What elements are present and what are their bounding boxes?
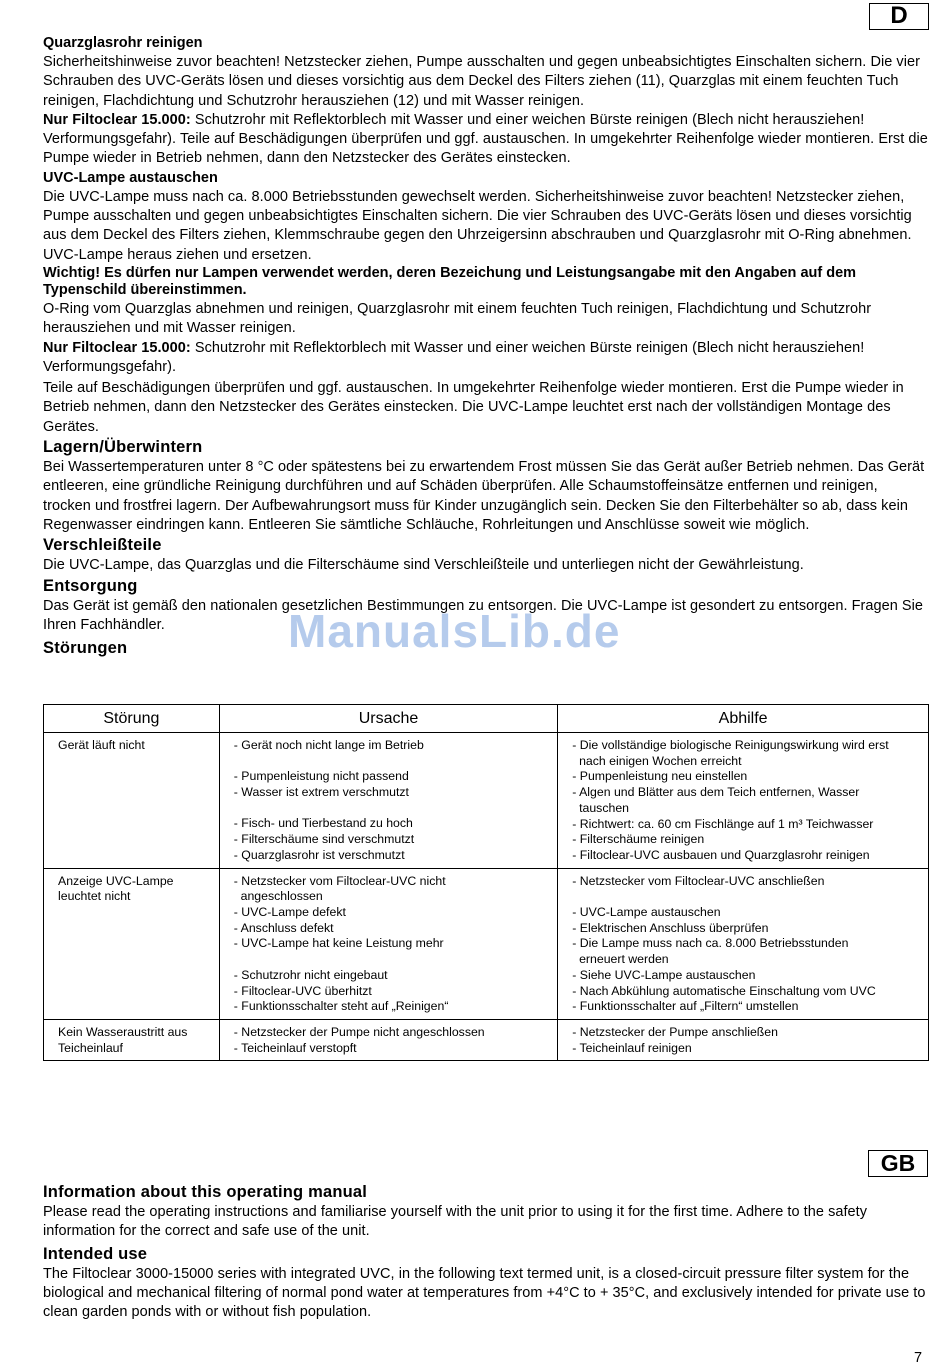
heading-disposal: Entsorgung	[43, 576, 138, 595]
table-cell-remedy	[558, 868, 929, 1019]
header-fault: Störung	[44, 705, 220, 733]
cell-line: - Elektrischen Anschluss überprüfen	[572, 920, 769, 935]
cell-line: - Pumpenleistung neu einstellen	[572, 769, 748, 784]
table-cell-fault	[44, 1019, 220, 1060]
cell-line: - Filtoclear-UVC überhitzt	[233, 983, 372, 998]
disposal-paragraph: Das Gerät ist gemäß den nationalen gesetzlichen Bestimmungen zu entsorgen. Die UVC-Lampe ist gesondert zu entsorgen. Fragen Sie Ihren Fachhändler.	[43, 597, 924, 633]
blank-line	[234, 754, 551, 770]
cell-line: - Filtoclear-UVC ausbauen und Quarzglasrohr reinigen	[572, 847, 870, 862]
uvc-paragraph-3	[43, 339, 929, 378]
cell-line: Gerät läuft nicht	[58, 738, 145, 752]
page-number: 7	[914, 1350, 923, 1366]
quartz-note-label: Nur Filtoclear 15.000:	[43, 111, 191, 128]
language-badge-gb: GB	[868, 1150, 928, 1177]
cell-line: - UVC-Lampe defekt	[233, 905, 346, 920]
cell-line: tauschen	[572, 800, 629, 815]
cell-line: - Quarzglasrohr ist verschmutzt	[233, 847, 405, 862]
quartz-paragraph-1: Sicherheitshinweise zuvor beachten! Netzstecker ziehen, Pumpe ausschalten und gegen unbeabsichtigtes Einschalten sichern. Die vier Schrauben des UVC-Geräts lösen und dieses vorsichtig aus dem Deckel des Filters ziehen (11), Quarzglas mit einem feuchten Tuch reinigen, Flachdichtung und Schutzrohr herausziehen (12) und mit Wasser reinigen.	[43, 54, 921, 109]
cell-line: - Algen und Blätter aus dem Teich entfernen, Wasser	[572, 785, 860, 800]
cell-line: leuchtet nicht	[58, 889, 131, 904]
cell-line: nach einigen Wochen erreicht	[572, 753, 742, 768]
cell-line: - Wasser ist extrem verschmutzt	[233, 785, 409, 800]
language-badge-de: D	[869, 3, 929, 30]
heading-wear-parts: Verschleißteile	[43, 536, 162, 555]
cell-line: - Die vollständige biologische Reinigungswirkung wird erst	[572, 738, 889, 752]
troubleshooting-table	[43, 704, 929, 1061]
cell-line: - UVC-Lampe hat keine Leistung mehr	[233, 936, 444, 951]
blank-line	[572, 889, 922, 905]
heading-storage: Lagern/Überwintern	[43, 438, 203, 457]
table-cell-cause	[219, 1019, 557, 1060]
table-row	[44, 733, 929, 869]
heading-intended-use: Intended use	[43, 1244, 148, 1263]
cell-line: - Funktionsschalter auf „Filtern“ umstellen	[572, 999, 799, 1014]
table-cell-cause	[219, 733, 557, 869]
intended-use-paragraph: The Filtoclear 3000-15000 series with integrated UVC, in the following text termed unit, is a closed-circuit pressure filter system for the biological and mechanical filtering of normal pond water at temperatures from +4°C to + 35°C, and exclusively intended for private use to clean garden ponds with or without fish population.	[43, 1265, 926, 1321]
cell-line: - Siehe UVC-Lampe austauschen	[572, 967, 756, 982]
cell-line: - Netzstecker der Pumpe nicht angeschlossen	[233, 1024, 485, 1039]
cell-line: angeschlossen	[233, 889, 323, 904]
uvc-note-text: Schutzrohr mit Reflektorblech mit Wasser und einer weichen Bürste reinigen (Blech nicht herausziehen! Verformungsgefahr).	[43, 339, 865, 375]
header-remedy: Abhilfe	[558, 705, 929, 733]
quartz-paragraph-2	[43, 111, 929, 169]
cell-line: - Netzstecker vom Filtoclear-UVC anschließen	[572, 873, 825, 888]
german-section	[43, 34, 929, 659]
cell-line: - Gerät noch nicht lange im Betrieb	[233, 738, 424, 752]
cell-line: - Teicheinlauf verstopft	[233, 1040, 357, 1055]
cell-line: Kein Wasseraustritt aus	[58, 1024, 188, 1039]
cell-line: - Schutzrohr nicht eingebaut	[233, 967, 388, 982]
table-cell-remedy	[558, 1019, 929, 1060]
cell-line: - Filterschäume reinigen	[572, 832, 705, 847]
cell-line: erneuert werden	[572, 952, 669, 967]
uvc-warning: Wichtig! Es dürfen nur Lampen verwendet werden, deren Bezeichung und Leistungsangabe mit den Angaben auf dem Typenschild übereinstimmen.	[43, 264, 857, 299]
watermark: ManualsLib.de	[288, 605, 621, 657]
manual-info-paragraph: Please read the operating instructions and familiarise yourself with the unit prior to using it for the first time. Adhere to the safety information for the correct and safe use of the unit.	[43, 1204, 868, 1240]
table-cell-cause	[219, 868, 557, 1019]
storage-paragraph: Bei Wassertemperaturen unter 8 °C oder spätestens bei zu erwartendem Frost müssen Sie das Gerät außer Betrieb nehmen. Das Gerät entleeren, eine gründliche Reinigung durchführen und auf Schäden überprüfen. Alle Schaumstoffeinsätze entfernen und reinigen, trocken und frostfrei lagern. Der Aufbewahrungsort muss für Kinder unzugänglich sein. Decken Sie den Filterbehälter so ab, dass kein Regenwasser eindringen kann. Entleeren Sie sämtliche Schläuche, Rohrleitungen und Anschlüsse soweit wie möglich.	[43, 459, 925, 533]
table-cell-remedy	[558, 733, 929, 869]
table-cell-fault	[44, 733, 220, 869]
table-row	[44, 1019, 929, 1060]
cell-line: - UVC-Lampe austauschen	[572, 905, 721, 920]
cell-line: Anzeige UVC-Lampe	[58, 873, 174, 888]
table-header-row	[44, 705, 929, 733]
cell-line: - Anschluss defekt	[233, 920, 334, 935]
cell-line: - Die Lampe muss nach ca. 8.000 Betriebsstunden	[572, 936, 849, 951]
cell-line: - Richtwert: ca. 60 cm Fischlänge auf 1 m³ Teichwasser	[572, 816, 874, 831]
uvc-paragraph-1: Die UVC-Lampe muss nach ca. 8.000 Betriebsstunden gewechselt werden. Sicherheitshinweise zuvor beachten! Netzstecker ziehen, Pumpe ausschalten und gegen unbeabsichtigtes Einschalten sichern. Die vier Schrauben des UVC-Geräts lösen und dieses vorsichtig aus dem Deckel des Filters ziehen, Klemmschraube gegen den Uhrzeigersinn abschrauben und Quarzglasrohr mit O-Ring abnehmen. UVC-Lampe heraus ziehen und ersetzen.	[43, 188, 912, 263]
heading-faults: Störungen	[43, 639, 128, 658]
quartz-note-text: Schutzrohr mit Reflektorblech mit Wasser und einer weichen Bürste reinigen (Blech nicht herausziehen! Verformungsgefahr). Teile auf Beschädigungen überprüfen und ggf. austauschen. In umgekehrter Reihenfolge wieder montieren. Erst die Pumpe wieder in Betrieb nehmen, dann den Netzstecker des Gerätes einstecken.	[43, 111, 928, 167]
wear-paragraph: Die UVC-Lampe, das Quarzglas und die Filterschäume sind Verschleißteile und unterliegen nicht der Gewährleistung.	[43, 557, 804, 574]
header-cause: Ursache	[219, 705, 557, 733]
english-section	[43, 1182, 929, 1322]
heading-uvc-replace: UVC-Lampe austauschen	[43, 169, 218, 186]
cell-line: - Nach Abkühlung automatische Einschaltung vom UVC	[572, 983, 876, 998]
cell-line: - Teicheinlauf reinigen	[572, 1040, 692, 1055]
cell-line: - Fisch- und Tierbestand zu hoch	[233, 816, 413, 831]
heading-manual-info: Information about this operating manual	[43, 1183, 368, 1201]
heading-quartz-cleaning: Quarzglasrohr reinigen	[43, 35, 203, 51]
uvc-paragraph-2: O-Ring vom Quarzglas abnehmen und reinigen, Quarzglasrohr mit einem feuchten Tuch reinigen, Flachdichtung und Schutzrohr herausziehen und mit Wasser reinigen.	[43, 300, 872, 337]
cell-line: - Netzstecker vom Filtoclear-UVC nicht	[233, 873, 446, 888]
cell-line: Teicheinlauf	[58, 1040, 123, 1055]
table-row	[44, 868, 929, 1019]
table-cell-fault	[44, 868, 220, 1019]
cell-line: - Filterschäume sind verschmutzt	[233, 832, 415, 847]
blank-line	[234, 801, 551, 817]
cell-line: - Netzstecker der Pumpe anschließen	[572, 1024, 778, 1039]
uvc-paragraph-4: Teile auf Beschädigungen überprüfen und ggf. austauschen. In umgekehrter Reihenfolge wieder montieren. Erst die Pumpe wieder in Betrieb nehmen, dann den Netzstecker des Gerätes einstecken. Die UVC-Lampe leuchtet erst nach der vollständigen Montage des Gerätes.	[43, 380, 904, 435]
cell-line: - Pumpenleistung nicht passend	[233, 769, 409, 784]
blank-line	[234, 952, 551, 968]
cell-line: - Funktionsschalter steht auf „Reinigen“	[233, 999, 449, 1014]
uvc-note-label: Nur Filtoclear 15.000:	[43, 339, 191, 356]
